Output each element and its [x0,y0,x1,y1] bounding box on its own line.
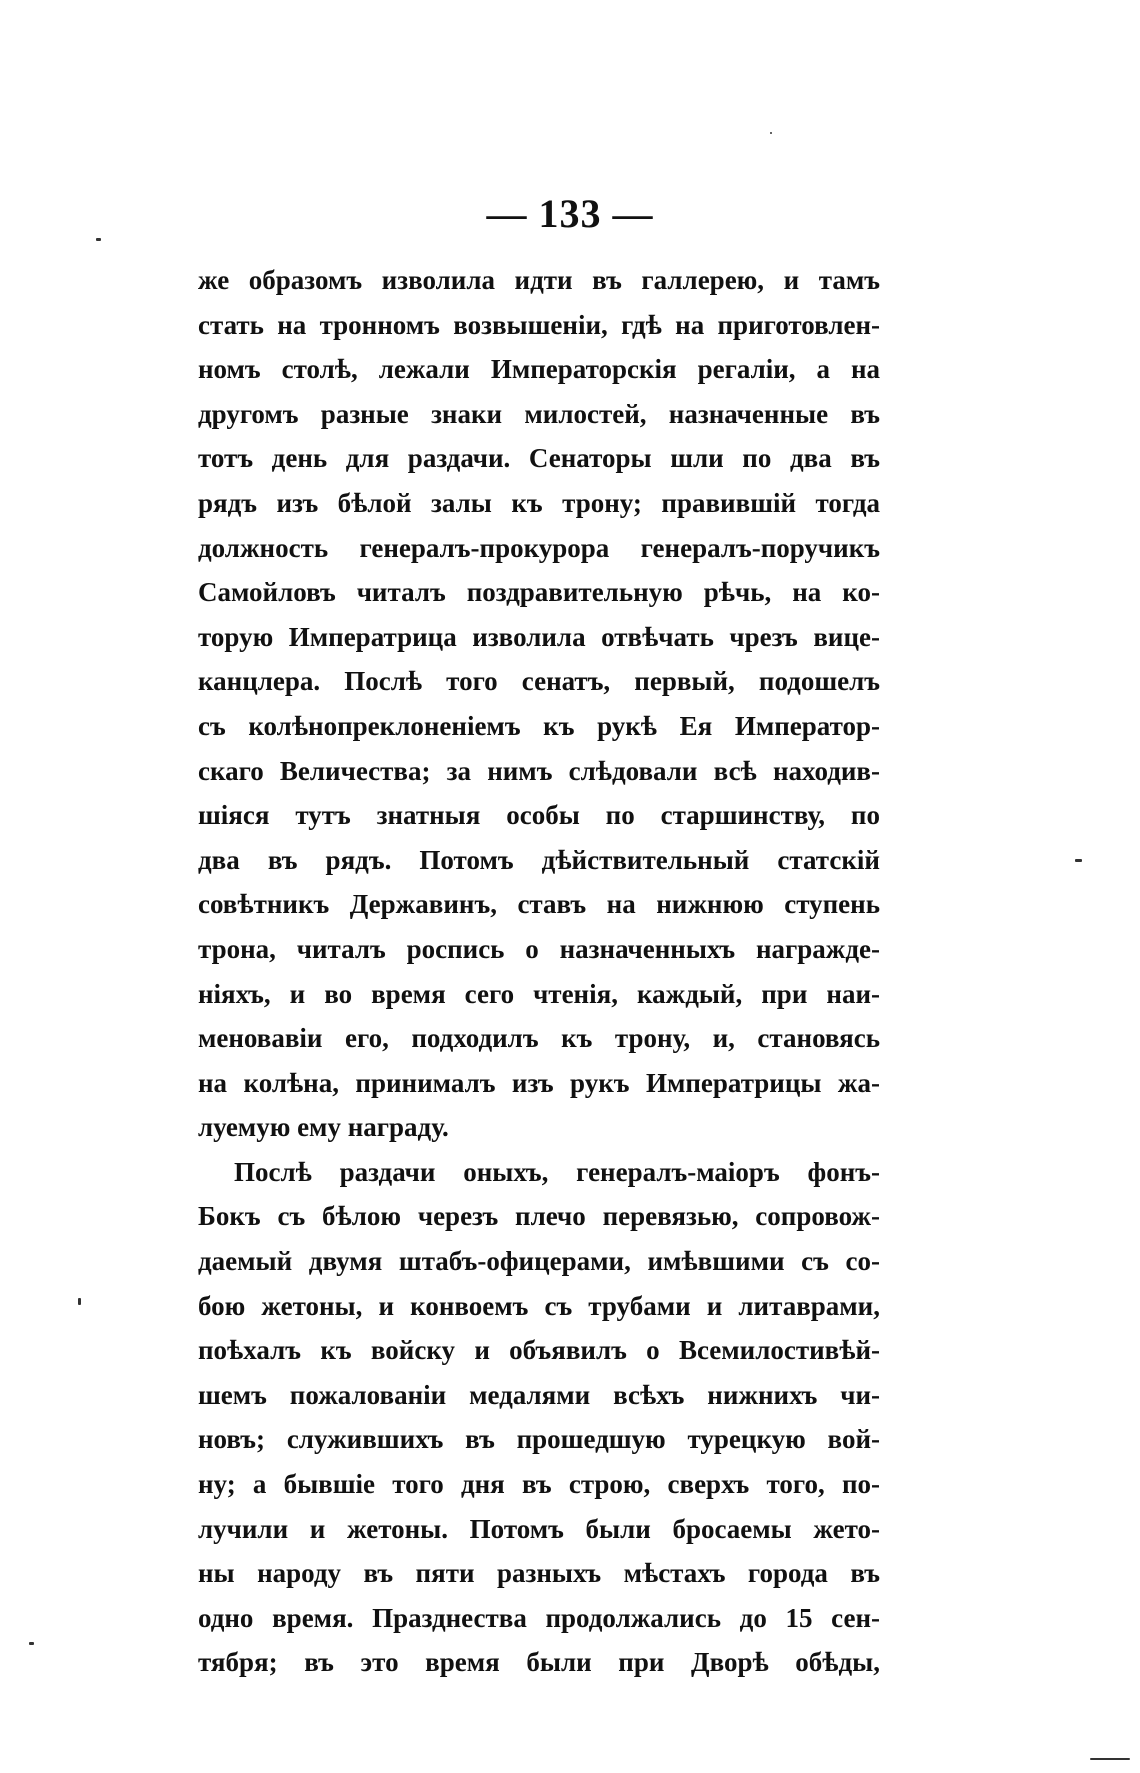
text-line: ніяхъ, и во время сего чтенія, каждый, при наи- [198,978,880,1009]
text-line: скаго Величества; за нимъ слѣдовали всѣ находив- [198,755,880,786]
text-line: одно время. Празднества продолжались до 15 сен- [198,1602,880,1633]
text-line: другомъ разные знаки милостей, назначенные въ [198,398,880,429]
text-line: трона, читалъ роспись о назначенныхъ награжде- [198,933,880,964]
body-text [198,258,880,1685]
text-line: совѣтникъ Державинъ, ставъ на нижнюю ступень [198,889,880,920]
page-number: — 133 — [486,191,654,236]
scan-speck [29,1642,34,1645]
text-line: шемъ пожалованіи медалями всѣхъ нижнихъ чи- [198,1379,880,1410]
text-line: Послѣ раздачи оныхъ, генералъ-маіоръ фонъ- [234,1156,880,1187]
text-line: рядъ изъ бѣлой залы къ трону; правившій тогда [198,487,880,518]
scan-speck [1090,1758,1130,1760]
text-line: съ колѣнопреклоненіемъ къ рукѣ Ея Император- [198,710,880,741]
text-line: поѣхалъ къ войску и объявилъ о Всемилостивѣй- [198,1335,880,1366]
text-line: должность генералъ-прокурора генералъ-поручикъ [198,532,880,563]
text-line: стать на тронномъ возвышеніи, гдѣ на приготовлен- [198,309,880,340]
text-line: бою жетоны, и конвоемъ съ трубами и литаврами, [198,1290,880,1321]
text-line: шіяся тутъ знатныя особы по старшинству, по [198,800,880,831]
text-line: торую Императрица изволила отвѣчать чрезъ вице- [198,621,880,652]
text-line: лучили и жетоны. Потомъ были бросаемы жето- [198,1513,880,1544]
text-line: луемую ему награду. [198,1112,449,1143]
text-line: даемый двумя штабъ-офицерами, имѣвшими съ со- [198,1246,880,1277]
text-line: тотъ день для раздачи. Сенаторы шли по два въ [198,443,880,474]
text-line: новъ; служившихъ въ прошедшую турецкую вой- [198,1424,880,1455]
scan-speck [770,132,772,134]
scan-speck [78,1298,81,1305]
scan-speck [96,238,101,241]
text-line: номъ столѣ, лежали Императорскія регаліи, а на [198,354,880,385]
text-line: Самойловъ читалъ поздравительную рѣчь, на ко- [198,577,880,608]
text-line: канцлера. Послѣ того сенатъ, первый, подошелъ [198,666,880,697]
text-line: меновавіи его, подходилъ къ трону, и, становясь [198,1023,880,1054]
scan-speck [1075,859,1082,862]
paragraph-1 [198,258,880,1150]
paragraph-2 [198,1150,880,1685]
text-line: ну; а бывшіе того дня въ строю, сверхъ того, по- [198,1469,880,1500]
text-line: тября; въ это время были при Дворѣ обѣды, [198,1647,880,1678]
text-line: на колѣна, принималъ изъ рукъ Императрицы жа- [198,1067,880,1098]
text-line: Бокъ съ бѣлою черезъ плечо перевязью, сопровож- [198,1201,880,1232]
text-line: два въ рядъ. Потомъ дѣйствительный статскій [198,844,880,875]
text-line: же образомъ изволила идти въ галлерею, и тамъ [198,265,880,295]
text-line: ны народу въ пяти разныхъ мѣстахъ города въ [198,1558,880,1589]
